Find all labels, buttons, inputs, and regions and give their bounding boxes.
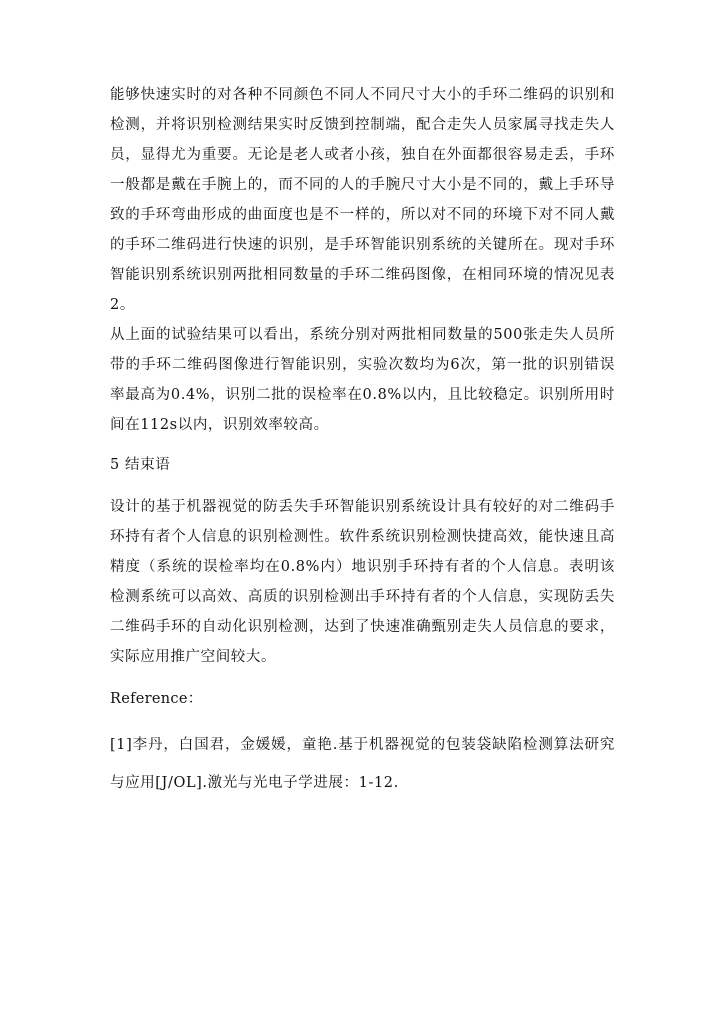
body-paragraph-2: 从上面的试验结果可以看出，系统分别对两批相同数量的500张走失人员所带的手环二维码图像进行智能识别，实验次数均为6次，第一批的识别错误率最高为0.4%，识别二批的误检率在0.8%以内，且比较稳定。识别所用时间在112s以内，识别效率较高。	[110, 327, 615, 433]
document-page	[110, 80, 615, 802]
section-heading: 5 结束语	[110, 457, 171, 473]
body-paragraph-3: 设计的基于机器视觉的防丢失手环智能识别系统设计具有较好的对二维码手环持有者个人信息的识别检测性。软件系统识别检测快捷高效，能快速且高精度（系统的误检率均在0.8%内）地识别手环持有者的个人信息。表明该检测系统可以高效、高质的识别检测出手环持有者的个人信息，实现防丢失二维码手环的自动化识别检测，达到了快速准确甄别走失人员信息的要求，实际应用推广空间较大。	[110, 499, 615, 665]
references-heading: Reference：	[110, 691, 203, 707]
body-paragraph-1: 能够快速实时的对各种不同颜色不同人不同尺寸大小的手环二维码的识别和检测，并将识别检测结果实时反馈到控制端，配合走失人员家属寻找走失人员，显得尤为重要。无论是老人或者小孩，独自在外面都很容易走丢，手环一般都是戴在手腕上的，而不同的人的手腕尺寸大小是不同的，戴上手环导致的手环弯曲形成的曲面度也是不一样的，所以对不同的环境下对不同人戴的手环二维码进行快速的识别，是手环智能识别系统的关键所在。现对手环智能识别系统识别两批相同数量的手环二维码图像，在相同环境的情况见表2。	[110, 87, 615, 313]
reference-item-1: [1]李丹，白国君，金媛媛，童艳.基于机器视觉的包装袋缺陷检测算法研究与应用[J/OL].激光与光电子学进展：1-12.	[110, 737, 615, 791]
